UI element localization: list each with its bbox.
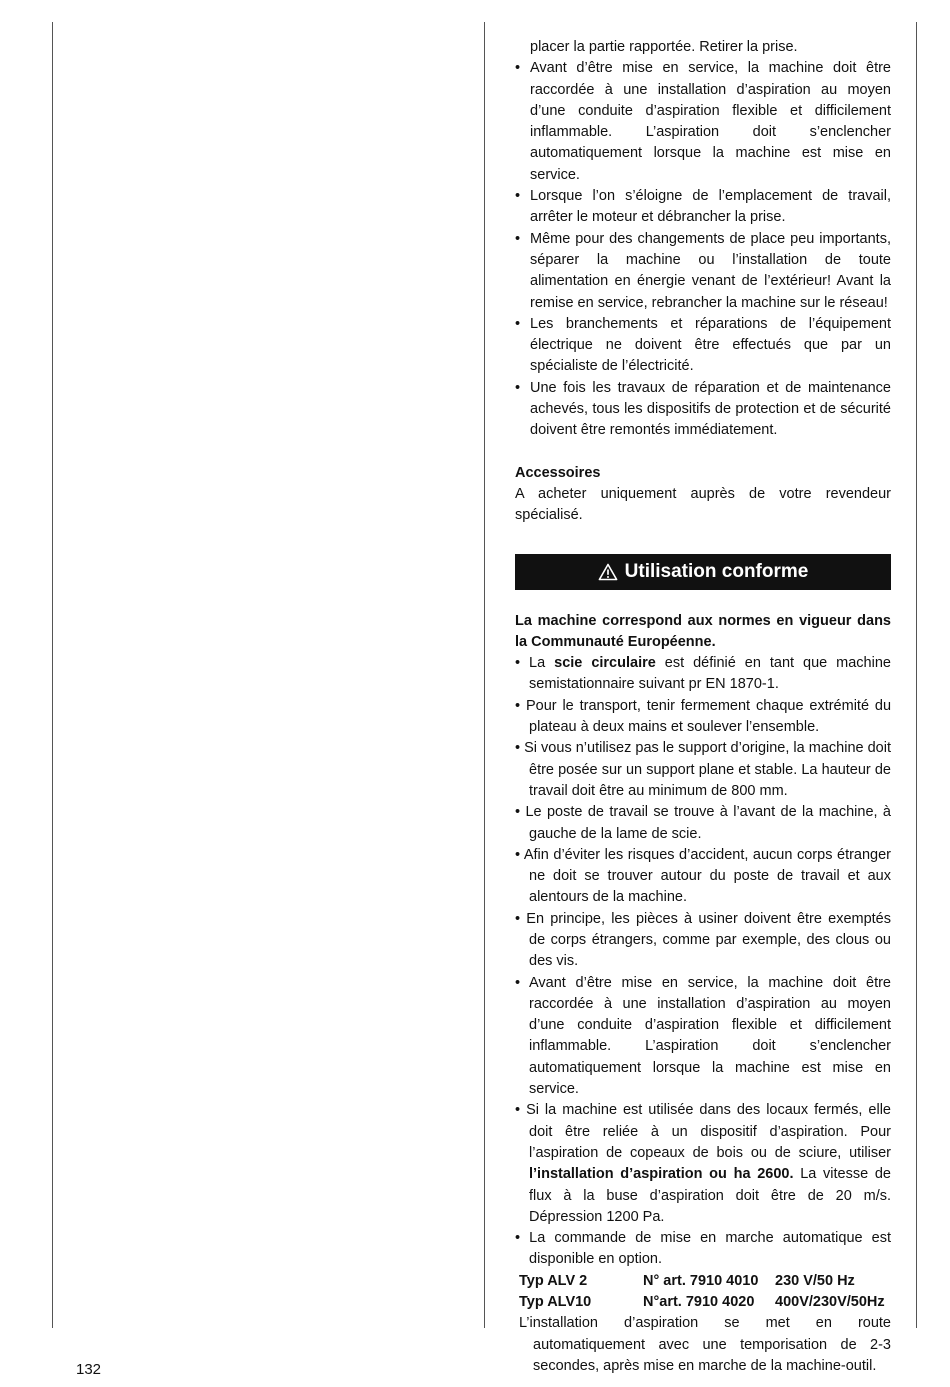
usage-bullet: • En principe, les pièces à usiner doivent être exemptés de corps étrangers, comme par exemple, des clous ou des vis.	[515, 910, 891, 970]
right-margin-rule	[916, 22, 917, 1328]
right-column	[515, 37, 891, 1377]
column-divider-rule	[484, 22, 485, 1328]
section-title: Utilisation conforme	[624, 560, 809, 582]
usage-bullet: • La commande de mise en marche automatique est disponible en option.	[515, 1230, 891, 1268]
warning-triangle-icon	[598, 563, 618, 581]
type-name: Typ ALV 2	[519, 1272, 588, 1289]
usage-bullet: • Avant d’être mise en service, la machine doit être raccordée à une installation d’aspiration au moyen d’une conduite d’aspiration flexible et difficilement inflammable. L’aspiration doit s’enclencher automatiquement lorsque la machine est mise en service.	[515, 974, 891, 1098]
usage-bullet: • Pour le transport, tenir fermement chaque extrémité du plateau à deux mains et soulever l’ensemble.	[515, 697, 892, 736]
type-name: Typ ALV10	[519, 1294, 592, 1311]
intro-continuation: placer la partie rapportée. Retirer la prise.	[530, 39, 798, 55]
type-spec: 400V/230V/50Hz	[775, 1294, 885, 1311]
closing-text: L’installation d’aspiration se met en route automatiquement avec une temporisation de 2-3 secondes, après mise en marche de la machine-outil.	[519, 1315, 891, 1374]
safety-bullet: • Avant d’être mise en service, la machine doit être raccordée à une installation d’aspiration au moyen d’une conduite d’aspiration flexible et difficilement inflammable. L’aspiration doit s’enclencher automatiquement lorsque la machine est mise en service.	[515, 60, 891, 183]
left-margin-rule	[52, 22, 53, 1328]
usage-bullet: • Afin d’éviter les risques d’accident, aucun corps étranger ne doit se trouver autour du poste de travail et aux alentours de la machine.	[515, 846, 892, 906]
usage-bullet: • Si la machine est utilisée dans des locaux fermés, elle doit être reliée à un dispositif d’aspiration. Pour l’aspiration de copeaux de bois ou de sciure, utiliser l’installation d’aspiration ou ha 2600. La vitesse de flux à la buse d’aspiration doit être de 20 m/s. Dépression 1200 Pa.	[515, 1102, 891, 1225]
type-spec: 230 V/50 Hz	[775, 1272, 855, 1289]
type-row	[515, 1292, 891, 1313]
section-lead: La machine correspond aux normes en vigueur dans la Communauté Européenne.	[515, 612, 891, 650]
type-row	[515, 1271, 891, 1292]
accessories-heading: Accessoires	[515, 464, 601, 481]
accessories-text: A acheter uniquement auprès de votre revendeur spécialisé.	[515, 485, 891, 524]
type-article: N°art. 7910 4020	[643, 1294, 755, 1311]
page-number: 132	[76, 1361, 102, 1378]
safety-bullet: • Les branchements et réparations de l’équipement électrique ne doivent être effectués que par un spécialiste de l’électricité.	[515, 315, 891, 375]
usage-bullet: • Si vous n’utilisez pas le support d’origine, la machine doit être posée sur un support plane et stable. La hauteur de travail doit être au minimum de 800 mm.	[515, 740, 891, 799]
safety-bullet: • Lorsque l’on s’éloigne de l’emplacement de travail, arrêter le moteur et débrancher la prise.	[515, 188, 891, 226]
section-banner	[515, 554, 891, 590]
usage-bullet: • La scie circulaire est définié en tant que machine semistationnaire suivant pr EN 1870-1.	[515, 655, 891, 693]
safety-bullet: • Même pour des changements de place peu importants, séparer la machine ou l’installation de toute alimentation en énergie venant de l’extérieur! Avant la remise en service, rebrancher la machine sur le réseau!	[515, 230, 891, 311]
safety-bullet: • Une fois les travaux de réparation et de maintenance achevés, tous les dispositifs de protection et de sécurité doivent être remontés immédiatement.	[515, 379, 891, 439]
type-article: N° art. 7910 4010	[643, 1272, 759, 1289]
usage-bullet: • Le poste de travail se trouve à l’avant de la machine, à gauche de la lame de scie.	[515, 804, 891, 842]
